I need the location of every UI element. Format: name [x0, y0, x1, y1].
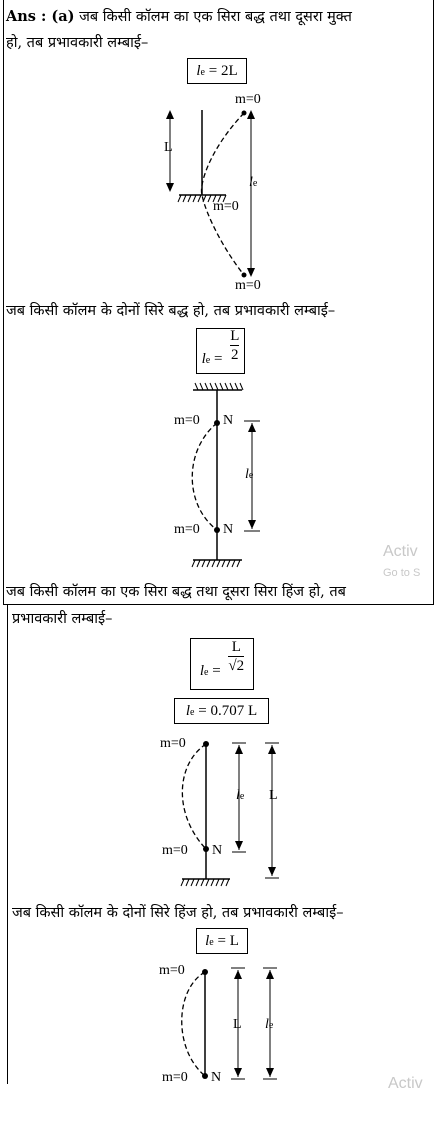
- le-sub: e: [248, 470, 254, 481]
- d1-m-top: m=0: [235, 92, 261, 107]
- le-sub: e: [205, 354, 211, 366]
- le-symbol: l: [201, 350, 206, 367]
- le-symbol: l: [185, 703, 191, 719]
- le-sub: e: [252, 178, 258, 189]
- d1-le-label: [249, 175, 257, 191]
- d1-L-label: L: [164, 140, 173, 155]
- le-sub: e: [200, 67, 205, 78]
- answer-line-2: हो, तब प्रभावकारी लम्बाई–: [6, 35, 149, 51]
- d4-m-top: m=0: [159, 963, 185, 978]
- fraction-num: L: [228, 638, 244, 657]
- text-fixed-fixed: जब किसी कॉलम के दोनों सिरे बद्ध हो, तब प्रभावकारी लम्बाई–: [6, 303, 336, 319]
- text-fixed-hinged: जब किसी कॉलम का एक सिरा बद्ध तथा दूसरा सिरा हिंज हो, तब: [6, 584, 346, 600]
- le-symbol: l: [236, 788, 240, 803]
- le-sub: e: [190, 707, 195, 718]
- d4-L-label: L: [233, 1017, 242, 1032]
- le-symbol: l: [199, 662, 204, 679]
- d3-m-bot: m=0: [162, 843, 188, 858]
- d2-m-top: m=0: [174, 413, 200, 428]
- formula-le-l-over-2: [196, 328, 245, 374]
- fraction-den: 2: [231, 347, 239, 363]
- solution-panel-top: [3, 0, 434, 605]
- fraction-den: √2: [228, 658, 245, 674]
- le-symbol: l: [245, 467, 249, 482]
- le-symbol: l: [196, 63, 201, 79]
- formula-le-l: [196, 928, 248, 954]
- text-hinged-hinged: जब किसी कॉलम के दोनों सिरे हिंज हो, तब प्रभावकारी लम्बाई–: [12, 905, 344, 921]
- activation-watermark-1: Activ: [383, 543, 418, 560]
- formula-value: = L: [217, 933, 239, 949]
- le-sub: e: [239, 791, 245, 802]
- d2-n-bot: N: [223, 522, 234, 537]
- d2-le-label: [245, 467, 253, 483]
- activation-watermark-2: Go to S: [383, 567, 421, 579]
- activation-watermark-3: Activ: [388, 1075, 423, 1092]
- d3-le-label: [236, 788, 244, 804]
- formula-value: = 2L: [208, 63, 238, 79]
- le-symbol: l: [249, 175, 253, 190]
- d4-le-label: [265, 1017, 273, 1033]
- d2-n-top: N: [223, 413, 234, 428]
- answer-label: Ans : (a): [6, 8, 75, 25]
- d3-n-bot: N: [212, 843, 223, 858]
- formula-lhs: le =: [199, 662, 221, 679]
- le-sub: e: [204, 666, 209, 678]
- text-fixed-free: जब किसी कॉलम का एक सिरा बद्ध तथा दूसरा मुक्त: [79, 9, 352, 25]
- le-symbol: l: [205, 933, 210, 949]
- d1-m-mid: m=0: [213, 199, 239, 214]
- solution-panel-bottom: [7, 604, 436, 1084]
- d3-L-label: L: [269, 788, 278, 803]
- le-sub: e: [209, 937, 214, 948]
- d4-m-bot: m=0: [162, 1070, 188, 1085]
- d2-m-bot: m=0: [174, 522, 200, 537]
- formula-lhs: le =: [201, 350, 223, 367]
- fraction: [230, 327, 239, 364]
- formula-value: = 0.707 L: [198, 703, 258, 719]
- le-sub: e: [268, 1020, 274, 1031]
- d3-m-top: m=0: [160, 736, 186, 751]
- fraction-num: L: [230, 328, 240, 344]
- d1-m-bot: m=0: [235, 278, 261, 293]
- d4-n-bot: N: [211, 1070, 222, 1085]
- le-symbol: l: [265, 1017, 269, 1032]
- text-effective-length: प्रभावकारी लम्बाई–: [12, 611, 113, 627]
